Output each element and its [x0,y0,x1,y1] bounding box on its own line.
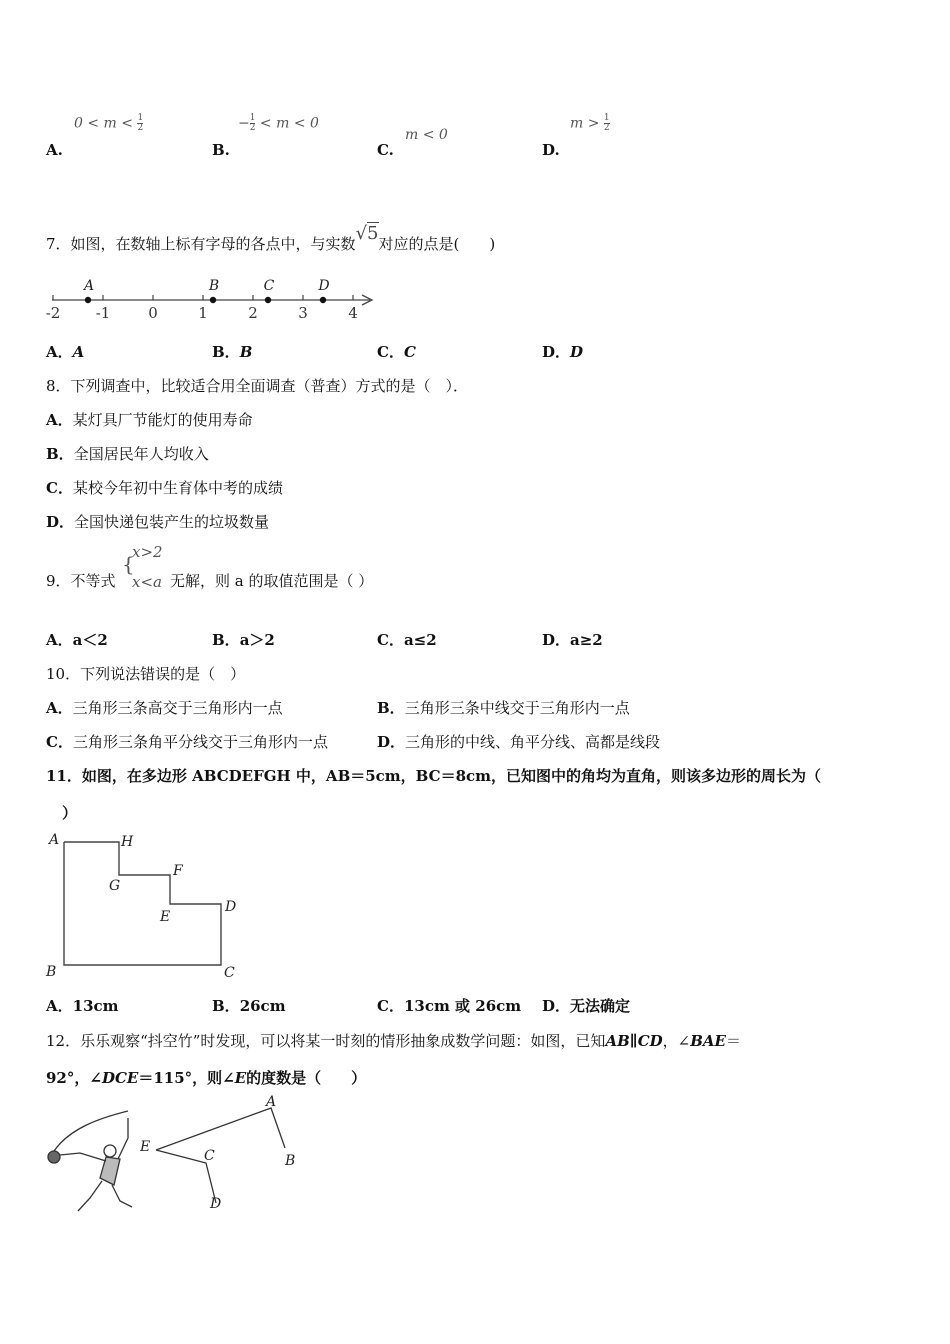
diabolo-player-illustration [48,1111,132,1211]
q7-option-c[interactable]: C．C [377,343,416,361]
q6-option-a-label[interactable]: A. [46,141,63,159]
q8-option-c[interactable]: C．某校今年初中生育体中考的成绩 [46,479,283,497]
q10-option-b[interactable]: B．三角形三条中线交于三角形内一点 [377,699,630,717]
vertex-label-c: C [224,965,235,981]
q12-stem-line2: 92°，∠DCE＝115°，则∠E的度数是（ ） [46,1069,367,1087]
player-left-leg [78,1181,102,1211]
point-label-a: A [266,1094,277,1110]
q12-stem-line1: 12．乐乐观察“抖空竹”时发现，可以将某一时刻的情形抽象成数学问题：如图，已知AB∥CD，∠BAE＝ [46,1032,741,1050]
q6-option-b-expression: − $\frac{1}{2}$ < m < 0 [238,113,319,133]
player-head [104,1145,116,1157]
number-line-tick-label: 1 [198,304,208,322]
point-label-d: D [210,1196,222,1212]
number-line-tick-label: 3 [298,304,308,322]
q10-option-a[interactable]: A．三角形三条高交于三角形内一点 [46,699,283,717]
q9-option-b[interactable]: B．a＞2 [212,631,275,649]
q10-option-c[interactable]: C．三角形三条角平分线交于三角形内一点 [46,733,328,751]
q8-option-d[interactable]: D．全国快递包装产生的垃圾数量 [46,513,270,531]
vertex-label-h: H [121,834,134,850]
vertex-label-d: D [225,899,237,915]
vertex-label-a: A [49,832,60,848]
player-left-arm [60,1153,106,1161]
q11-option-d[interactable]: D．无法确定 [542,997,631,1015]
q9-brace-icon: { [122,552,135,576]
number-line-tick-label: -1 [95,304,111,322]
q9-inequality-line2: x<a [132,573,162,591]
vertex-label-b: B [46,964,57,980]
q7-number-line [40,270,380,325]
number-line-point [210,297,216,303]
vertex-label-g: G [109,878,121,894]
vertex-label-f: F [173,863,183,879]
number-line-point-label: C [263,278,275,294]
q7-option-a[interactable]: A．A [46,343,85,361]
q11-option-b[interactable]: B．26cm [212,997,286,1015]
q6-option-d-expression: m > $\frac{1}{2}$ [570,113,610,133]
q9-stem-end: 无解，则 a 的取值范围是（ ） [170,572,374,590]
q12-diabolo-figure [40,1093,310,1223]
q7-option-b[interactable]: B．B [212,343,253,361]
number-line-tick-label: 4 [348,304,358,322]
point-label-b: B [285,1153,296,1169]
point-label-c: C [204,1148,215,1164]
q9-option-a[interactable]: A．a＜2 [46,631,108,649]
q11-stem-line2: ） [62,804,78,822]
point-label-e: E [140,1139,151,1155]
diabolo-string [54,1111,128,1151]
q8-stem: 8．下列调查中，比较适合用全面调查（普查）方式的是（ ）． [46,377,469,395]
number-line-point-label: A [83,278,95,294]
q8-option-b[interactable]: B．全国居民年人均收入 [46,445,209,463]
segment-e-a-b [156,1108,285,1150]
q6-option-c-expression: m < 0 [405,127,448,143]
vertex-label-e: E [160,909,171,925]
polygon-abcdefgh [64,842,221,965]
number-line-tick-label: -2 [45,304,61,322]
q6-option-b-label[interactable]: B. [212,141,230,159]
sqrt-5-expression: √5 [355,223,379,244]
number-line-point [265,297,271,303]
q11-polygon-figure [40,828,250,983]
q6-option-c-label[interactable]: C. [377,141,394,159]
q7-option-d[interactable]: D．D [542,343,584,361]
player-right-arm [118,1118,128,1159]
q11-stem-line1: 11．如图，在多边形 ABCDEFGH 中，AB＝5cm，BC＝8cm，已知图中的角均为直角，则该多边形的周长为（ [46,767,822,785]
number-line-point-label: D [318,278,330,294]
diabolo-icon [48,1151,60,1163]
q7-stem: 7．如图，在数轴上标有字母的各点中，与实数√5对应的点是( ) [46,223,496,253]
number-line-point [320,297,326,303]
q9-stem-start: 9．不等式 [46,572,116,590]
player-right-leg [112,1185,132,1207]
number-line-point [85,297,91,303]
q11-option-c[interactable]: C．13cm 或 26cm [377,997,522,1015]
q10-option-d[interactable]: D．三角形的中线、角平分线、高都是线段 [377,733,661,751]
number-line-tick-label: 2 [248,304,258,322]
number-line-tick-label: 0 [148,304,158,322]
q6-option-a-expression: 0 < m < $\frac{1}{2}$ [74,113,144,133]
q9-inequality-line1: x>2 [132,543,163,561]
q11-option-a[interactable]: A．13cm [46,997,119,1015]
q9-option-d[interactable]: D．a≥2 [542,631,603,649]
number-line-point-label: B [208,278,220,294]
q6-option-d-label[interactable]: D. [542,141,560,159]
q9-option-c[interactable]: C．a≤2 [377,631,437,649]
player-body [100,1157,120,1185]
q10-stem: 10．下列说法错误的是（ ） [46,665,246,683]
q8-option-a[interactable]: A．某灯具厂节能灯的使用寿命 [46,411,253,429]
